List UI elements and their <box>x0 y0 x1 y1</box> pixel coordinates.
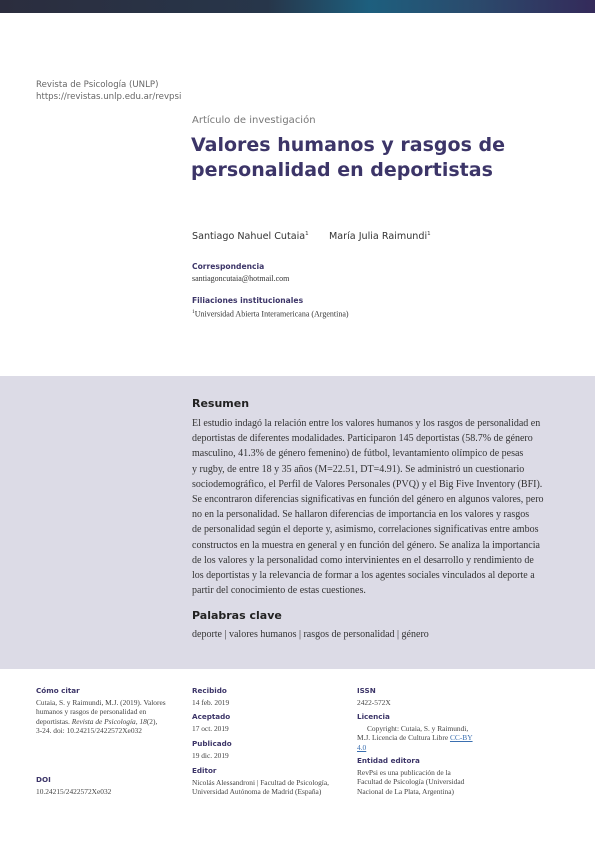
journal-url[interactable]: https://revistas.unlp.edu.ar/revpsi <box>36 92 182 103</box>
published-block <box>192 739 342 760</box>
doi-value[interactable]: 10.24215/2422572Xe032 <box>36 786 112 796</box>
abstract-line: y rugby, de entre 18 y 35 años (M=22.51, DT=4.91). Se administró un cuestionario <box>192 463 525 475</box>
abstract-line: constructos en la muestra en general y en función del género. Se analiza la importancia <box>192 539 540 551</box>
license-line <box>357 743 507 753</box>
abstract-line: El estudio indagó la relación entre los valores humanos y los rasgos de personalidad en <box>192 418 541 429</box>
license-line: Copyright: Cutaia, S. y Raimundi, <box>367 723 469 733</box>
abstract-heading: Resumen <box>192 397 250 410</box>
citation-line: 3-24. doi: 10.24215/2422572Xe032 <box>36 726 142 736</box>
received-label: Recibido <box>192 686 227 695</box>
doi-block <box>36 775 176 796</box>
affiliations-value <box>192 309 349 319</box>
publisher-label: Entidad editora <box>357 756 420 765</box>
affiliation-sup: 1 <box>192 309 195 315</box>
article-title <box>191 133 561 183</box>
journal-info <box>36 79 181 104</box>
citation-line: humanos y rasgos de personalidad en <box>36 707 147 717</box>
abstract-line: de los valores y la personalidad como intervinientes en el desarrollo y rendimiento de <box>192 554 534 566</box>
title-line-1: Valores humanos y rasgos de <box>191 134 505 156</box>
received-block <box>192 686 342 707</box>
accepted-block <box>192 712 342 733</box>
issn-label: ISSN <box>357 686 376 695</box>
citation-text: deportistas. <box>36 716 72 726</box>
citation-text: (2), <box>146 716 158 726</box>
accepted-label: Aceptado <box>192 712 231 721</box>
issn-value: 2422-572X <box>357 697 391 707</box>
abstract-line: masculino, 41.3% de género femenino) de fútbol, levantamiento olímpico de pesas <box>192 448 524 460</box>
header-color-bar <box>0 0 595 13</box>
journal-name: Revista de Psicología (UNLP) <box>36 80 159 90</box>
doi-label: DOI <box>36 775 51 784</box>
keywords-heading: Palabras clave <box>192 609 282 622</box>
author-2 <box>329 231 431 242</box>
correspondence-email[interactable]: santiagoncutaia@hotmail.com <box>192 274 290 283</box>
citation-block <box>36 686 176 736</box>
abstract-line: sociodemográfico, el Perfil de Valores Personales (PVQ) y el Big Five Inventory (BFI). <box>192 478 543 490</box>
publisher-block <box>357 756 507 796</box>
correspondence-label: Correspondencia <box>192 262 265 271</box>
publisher-line: Nacional de La Plata, Argentina) <box>357 786 454 796</box>
author-1 <box>192 231 309 242</box>
issn-block <box>357 686 507 707</box>
abstract-line: deportistas de diferentes modalidades. Participaron 145 deportistas (58.7% de género <box>192 433 533 445</box>
published-date: 19 dic. 2019 <box>192 750 229 760</box>
citation-line <box>36 717 176 727</box>
editor-line: Nicolás Alessandroni | Facultad de Psicología, <box>192 777 329 787</box>
publisher-line: RevPsi es una publicación de la <box>357 767 451 777</box>
citation-label: Cómo citar <box>36 686 80 695</box>
author-1-sup: 1 <box>305 231 309 237</box>
license-block <box>357 712 507 752</box>
citation-journal: Revista de Psicología, 18 <box>71 716 147 726</box>
accepted-date: 17 oct. 2019 <box>192 723 229 733</box>
title-line-2: personalidad en deportistas <box>191 159 493 181</box>
license-line <box>357 733 507 743</box>
published-label: Publicado <box>192 739 232 748</box>
license-link[interactable]: CC-BY <box>449 733 473 743</box>
editor-label: Editor <box>192 766 217 775</box>
abstract-body <box>192 416 564 598</box>
abstract-line: no en la personalidad. Se hallaron diferencias de importancia en los valores y rasgos <box>192 509 530 521</box>
author-2-name: María Julia Raimundi <box>329 231 428 243</box>
license-link-version[interactable]: 4.0 <box>357 742 367 752</box>
abstract-line: de personalidad según el deporte y, asimismo, correlaciones significativas entre ambos <box>192 524 539 536</box>
article-type: Artículo de investigación <box>192 115 316 126</box>
editor-line: Universidad Autónoma de Madrid (España) <box>192 787 322 797</box>
publisher-line: Facultad de Psicología (Universidad <box>357 777 465 787</box>
abstract-line: los deportistas y la relevancia de formar a los agentes sociales vinculados al deporte a <box>192 570 535 582</box>
abstract-line: partir del conocimiento de estas cuestiones. <box>192 585 366 597</box>
editor-block <box>192 766 352 797</box>
license-label: Licencia <box>357 712 390 721</box>
affiliations-label: Filiaciones institucionales <box>192 296 304 305</box>
affiliation-text: Universidad Abierta Interamericana (Argentina) <box>194 309 349 319</box>
keywords-list: deporte | valores humanos | rasgos de personalidad | género <box>192 629 429 640</box>
citation-line: Cutaia, S. y Raimundi, M.J. (2019). Valores <box>36 697 166 707</box>
abstract-line: Se encontraron diferencias significativas en función del género en algunos valores, pero <box>192 494 544 506</box>
received-date: 14 feb. 2019 <box>192 697 230 707</box>
author-2-sup: 1 <box>427 231 431 237</box>
author-1-name: Santiago Nahuel Cutaia <box>192 231 306 243</box>
license-text: M.J. Licencia de Cultura Libre <box>357 733 450 743</box>
